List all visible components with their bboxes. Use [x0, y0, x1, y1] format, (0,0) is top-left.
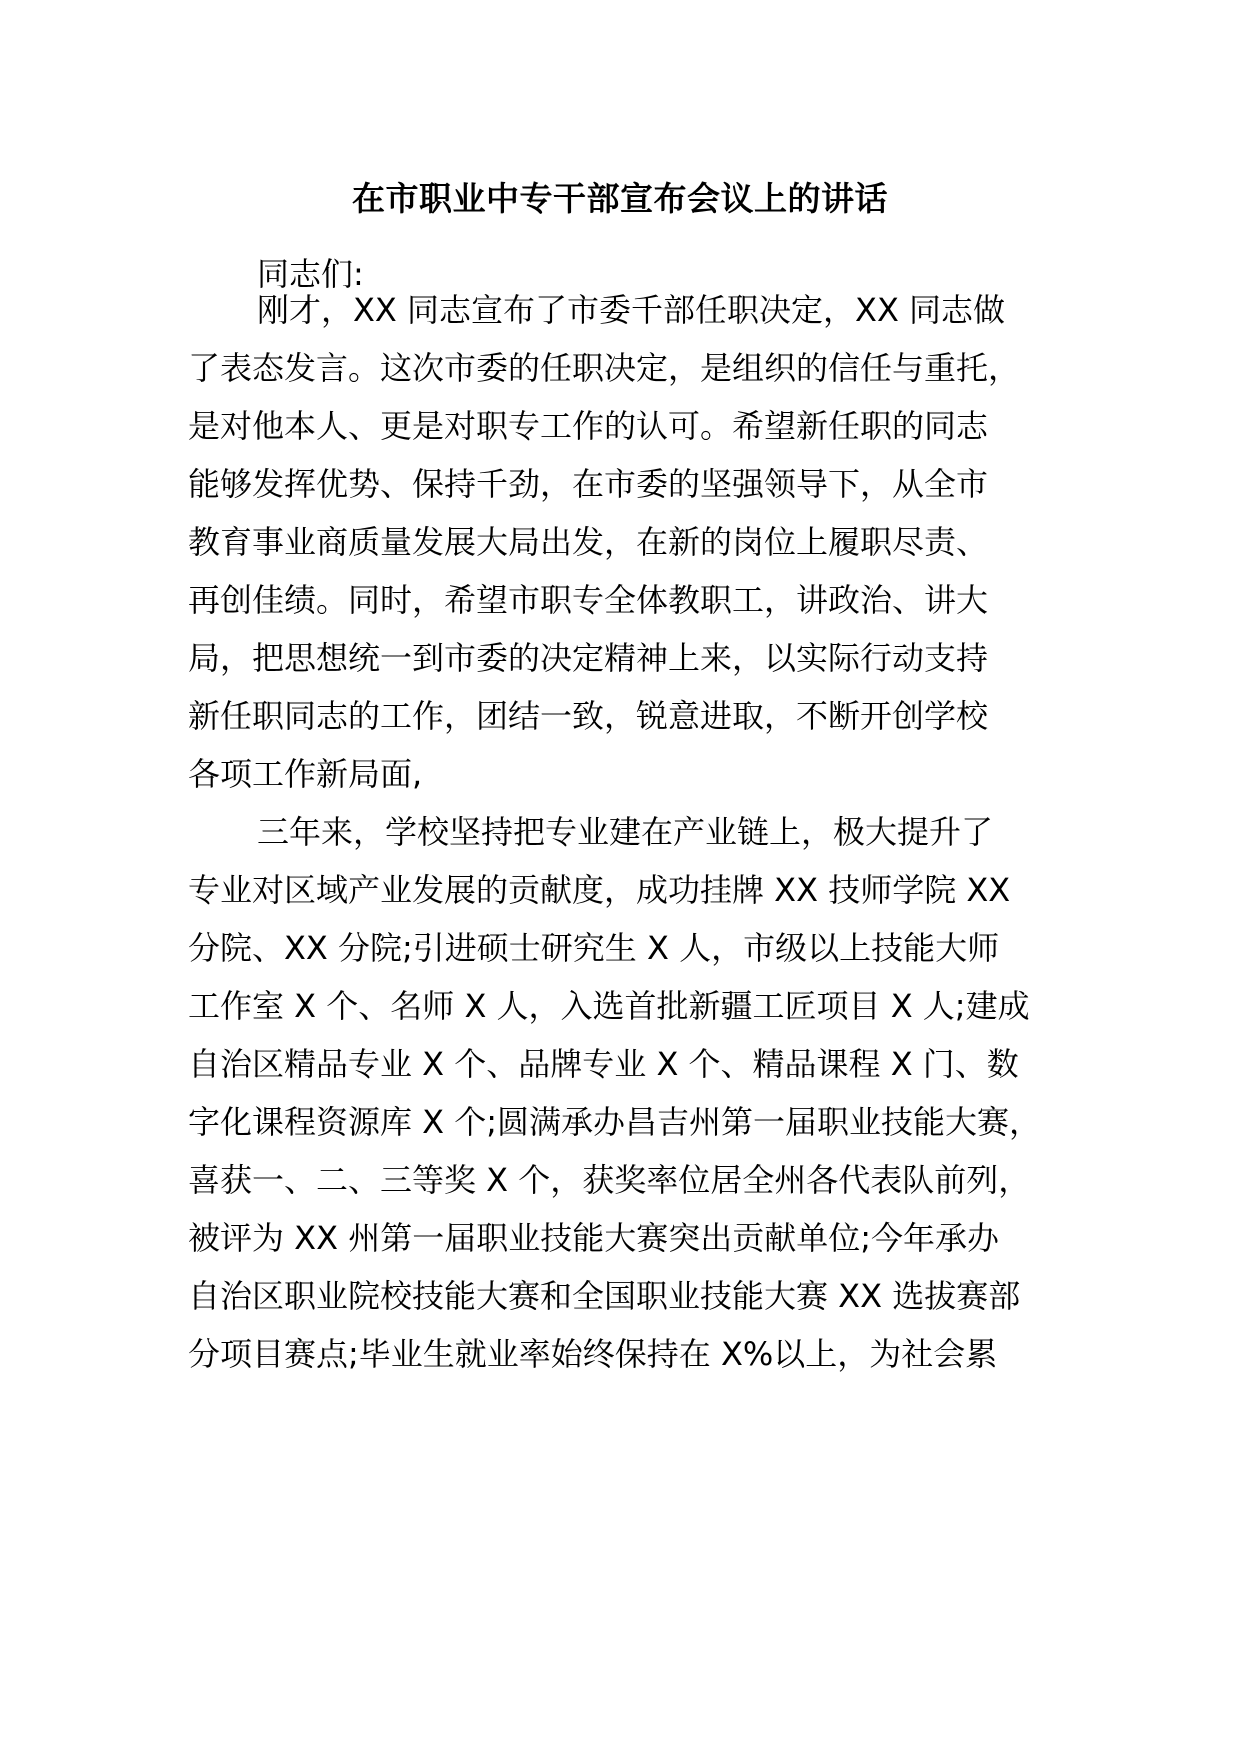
document-title: 在市职业中专干部宣布会议上的讲话: [352, 179, 888, 218]
paragraph-line: 专业对区域产业发展的贡献度，成功挂牌 XX 技师学院 XX: [188, 871, 1011, 909]
paragraph-line: 被评为 XX 州第一届职业技能大赛突出贡献单位;今年承办: [188, 1219, 999, 1257]
paragraph-line: 是对他本人、更是对职专工作的认可。希望新任职的同志: [188, 407, 989, 445]
paragraph-line: 刚才，XX 同志宣布了市委千部任职决定，XX 同志做: [257, 291, 1006, 329]
paragraph-line: 自治区职业院校技能大赛和全国职业技能大赛 XX 选拔赛部: [188, 1277, 1021, 1315]
paragraph-line: 教育事业商质量发展大局出发，在新的岗位上履职尽责、: [188, 523, 989, 561]
paragraph-line: 局，把思想统一到市委的决定精神上来，以实际行动支持: [188, 639, 989, 677]
paragraph-line: 新任职同志的工作，团结一致，锐意进取，不断开创学校: [188, 697, 989, 735]
paragraph-line: 分院、XX 分院;引进硕士研究生 X 人，市级以上技能大师: [188, 929, 1000, 967]
paragraph-line: 喜获一、二、三等奖 X 个，获奖率位居全州各代表队前列，: [188, 1161, 1031, 1199]
paragraph-line: 工作室 X 个、名师 X 人，入选首批新疆工匠项目 X 人;建成: [188, 987, 1030, 1025]
paragraph-line: 再创佳绩。同时，希望市职专全体教职工，讲政治、讲大: [188, 581, 989, 619]
paragraph-line: 分项目赛点;毕业生就业率始终保持在 X%以上，为社会累: [188, 1335, 998, 1373]
paragraph-line: 能够发挥优势、保持千劲，在市委的坚强领导下，从全市: [188, 465, 989, 503]
greeting: 同志们:: [257, 255, 364, 293]
paragraph-line: 字化课程资源库 X 个;圆满承办昌吉州第一届职业技能大赛，: [188, 1103, 1042, 1141]
paragraph-line: 各项工作新局面,: [188, 755, 423, 793]
paragraph-line: 自治区精品专业 X 个、品牌专业 X 个、精品课程 X 门、数: [188, 1045, 1019, 1083]
paragraph-line: 三年来，学校坚持把专业建在产业链上，极大提升了: [257, 813, 994, 851]
paragraph-line: 了表态发言。这次市委的任职决定，是组织的信任与重托，: [188, 349, 1021, 387]
